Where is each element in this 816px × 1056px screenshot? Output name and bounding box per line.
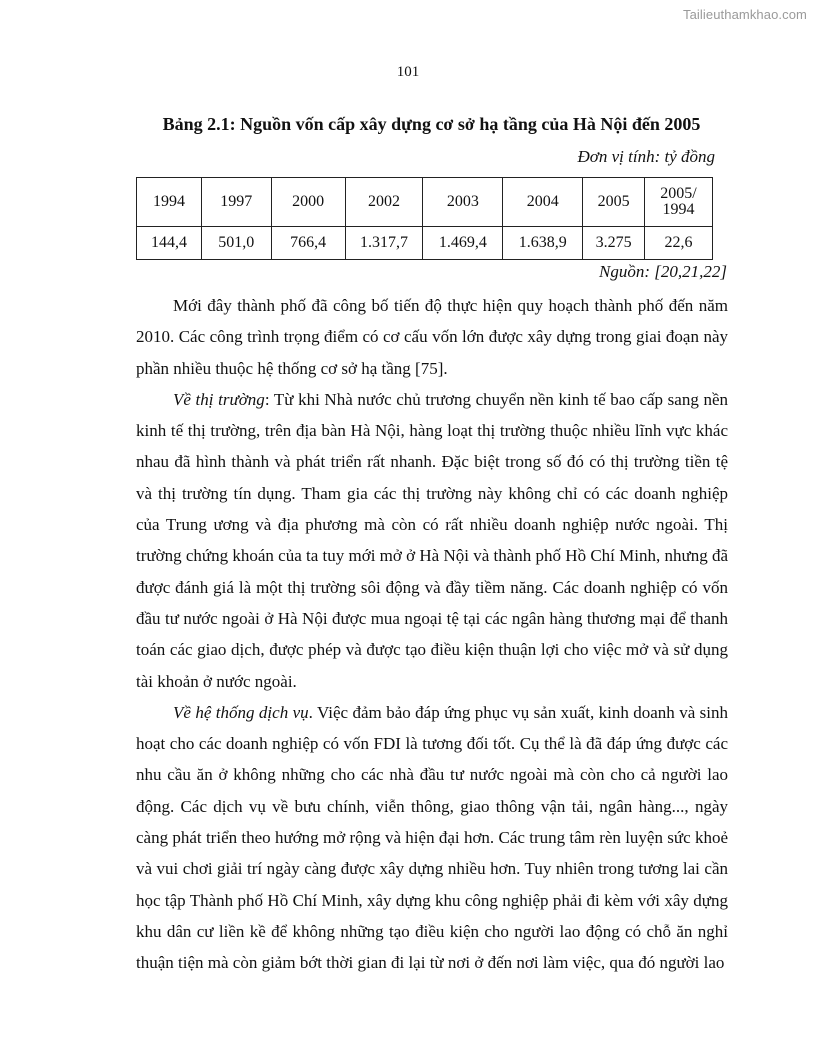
paragraph [136,384,728,697]
paragraph-lead: Về hệ thống dịch vụ [173,702,309,722]
ratio-header-top: 2005/ [660,185,697,202]
header-cell: 2003 [423,178,503,227]
capital-table [136,177,713,260]
table-value-row [137,227,713,260]
paragraph-text: : Từ khi Nhà nước chủ trương chuyển nền kinh tế bao cấp sang nền kinh tế thị trường, trên địa bàn Hà Nội, hàng loạt thị trường thuộc nhiều lĩnh vực khác nhau đã hình thành và phát triển rất nhanh. Đặc biệt trong số đó có thị trường tiền tệ và thị trường tín dụng. Tham gia các thị trường này không chỉ có các doanh nghiệp của Trung ương và địa phương mà còn có rất nhiều doanh nghiệp nước ngoài. Thị trường chứng khoán của ta tuy mới mở ở Hà Nội và thành phố Hồ Chí Minh, nhưng đã được đánh giá là một thị trường sôi động và đầy tiềm năng. Các doanh nghiệp có vốn đầu tư nước ngoài ở Hà Nội được mua ngoại tệ tại các ngân hàng thương mại để thanh toán các giao dịch, được phép và được tạo điều kiện thuận lợi cho việc mở và sử dụng tài khoản ở nước ngoài. [136,389,728,691]
value-cell: 144,4 [137,227,202,260]
ratio-header-bottom: 1994 [662,201,695,218]
paragraph [136,697,728,979]
header-cell: 2000 [271,178,345,227]
header-cell: 2005 [583,178,645,227]
value-cell: 1.469,4 [423,227,503,260]
header-cell-ratio [645,178,713,227]
unit-note: Đơn vị tính: tỷ đồng [577,147,715,166]
value-cell: 1.317,7 [345,227,423,260]
header-cell: 2002 [345,178,423,227]
header-cell: 1994 [137,178,202,227]
header-cell: 2004 [503,178,583,227]
page-number: 101 [396,64,420,80]
paragraph: Mới đây thành phố đã công bố tiến độ thực hiện quy hoạch thành phố đến năm 2010. Các công trình trọng điểm có cơ cấu vốn lớn được xây dựng trong giai đoạn này phần nhiều thuộc hệ thống cơ sở hạ tầng [75]. [136,296,728,378]
header-cell: 1997 [201,178,271,227]
paragraph-text: . Việc đảm bảo đáp ứng phục vụ sản xuất, kinh doanh và sinh hoạt cho các doanh nghiệp có vốn FDI là tương đối tốt. Cụ thể là đã đáp ứng được các nhu cầu ăn ở không những cho các nhà đầu tư nước ngoài mà còn cho cả người lao động. Các dịch vụ về bưu chính, viễn thông, giao thông vận tải, ngân hàng..., ngày càng phát triển theo hướng mở rộng và hiện đại hơn. Các trung tâm rèn luyện sức khoẻ và vui chơi giải trí ngày càng được xây dựng nhiều hơn. Tuy nhiên trong tương lai cần học tập Thành phố Hồ Chí Minh, xây dựng khu công nghiệp phải đi kèm với xây dựng khu dân cư liền kề để không những tạo điều kiện cho người lao động có chỗ ăn nghỉ thuận tiện mà còn giảm bớt thời gian đi lại từ nơi ở đến nơi làm việc, qua đó người lao [136,702,729,973]
source-note: Nguồn: [20,21,22] [599,262,727,281]
table-title: Bảng 2.1: Nguồn vốn cấp xây dựng cơ sở hạ tầng của Hà Nội đến 2005 [162,114,701,134]
paragraph-lead: Về thị trường [173,389,265,409]
value-cell: 1.638,9 [503,227,583,260]
value-cell: 22,6 [645,227,713,260]
value-cell: 766,4 [271,227,345,260]
value-cell: 501,0 [201,227,271,260]
watermark: Tailieuthamkhao.com [682,7,807,22]
table-header-row [137,178,713,227]
value-cell: 3.275 [583,227,645,260]
body-text [136,290,728,979]
